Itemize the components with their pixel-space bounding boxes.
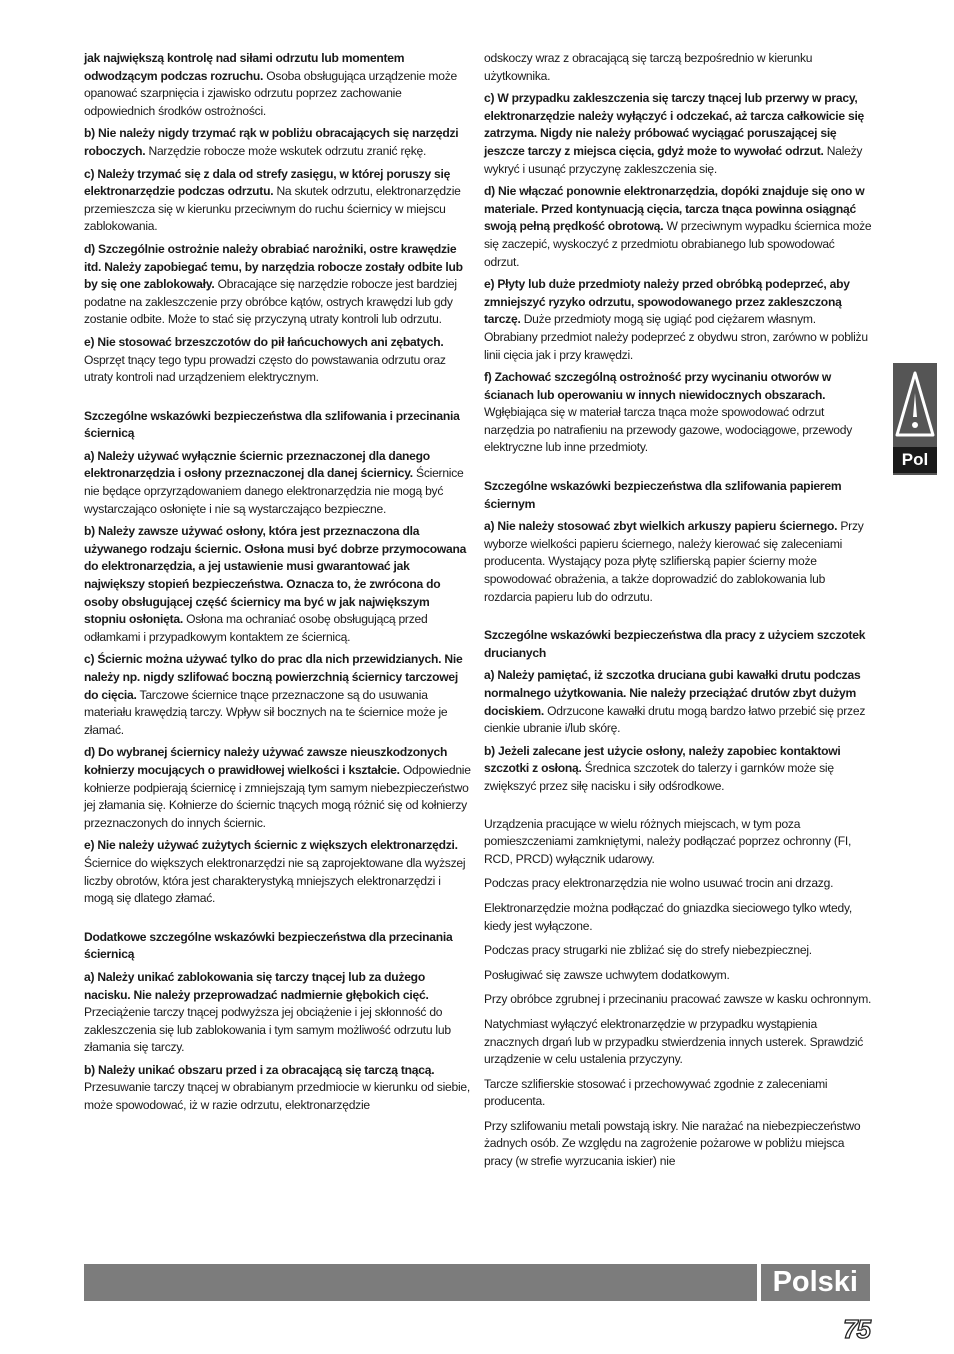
paragraph: d) Do wybranej ściernicy należy używać zawsze nieuszkodzonych kołnierzy mocujących o prawidłowej wielkości i kształcie. Odpowiednie kołnierze podpierają ściernicę i zmniejszają tym samym niebezpieczeństwo jej złamania się. Kołnierze do ściernic tnących mogą różnić się od kołnierzy przeznaczonych do innych ściernic. [84,745,471,830]
paragraph: e) Płyty lub duże przedmioty należy przed obróbką podeprzeć, aby zmniejszyć ryzyko odrzutu, spowodowanego przez zakleszczoną tarczę. Duże przedmioty mogą się ugiąć pod ciężarem własnym. Obrabiany przedmiot należy podeprzeć z obydwu stron, zarówno w pobliżu linii cięcia jak i przy krawędzi. [484,277,868,362]
section-heading: Dodatkowe szczególne wskazówki bezpieczeństwa dla przecinania ściernicą [84,929,453,962]
paragraph-continued: odskoczy wraz z obracającą się tarczą bezpośrednio w kierunku użytkownika. [484,51,813,83]
paragraph: a) Nie należy stosować zbyt wielkich arkuszy papieru ściernego. Przy wyborze wielkości papieru ściernego, należy kierować się zaleceniami producenta. Wystający poza płytę szlifierską papier ścierny może spowodować obrażenia, a także doprowadzić do zablokowania lub rozdarcia papieru lub do odrzutu. [484,519,864,604]
note-paragraph: Urządzenia pracujące w wielu różnych miejscach, w tym poza pomieszczeniami zamkniętymi, należy podłączać poprzez ochronny (FI, RCD, PRCD) wyłącznik udarowy. [484,816,852,866]
language-badge: Pol [893,447,937,473]
note-paragraph: Podczas pracy strugarki nie zbliżać się do strefy niebezpiecznej. [484,943,812,958]
section-heading: Szczególne wskazówki bezpieczeństwa dla szlifowania i przecinania ściernicą [84,408,460,441]
paragraph: a) Należy pamiętać, iż szczotka druciana gubi kawałki drutu podczas normalnego użytkowania. Nie należy przeciążać drutów zbyt dużym dociskiem. Odrzucone kawałki drutu mogą bardzo łatwo przebić się przez cienkie ubranie i/lub skórę. [484,668,866,736]
footer-bar [84,1264,870,1301]
warning-triangle-icon [895,369,935,439]
paragraph: d) Szczególnie ostrożnie należy obrabiać narożniki, ostre krawędzie itd. Należy zapobiegać temu, by narzędzia robocze zostały odbite lub by się one zablokowały. Obracające się narzędzie robocze jest bardziej podatne na zakleszczenie przy obróbce kątów, ostrych krawędzi lub gdy zostanie odbite. Może to stać się przyczyną utraty kontroli lub odrzutu. [84,241,463,327]
language-side-tab [893,363,937,475]
note-paragraph: Tarcze szlifierskie stosować i przechowywać zgodnie z zaleceniami producenta. [484,1076,828,1109]
paragraph: b) Nie należy nigdy trzymać rąk w pobliżu obracających się narzędzi roboczych. Narzędzie robocze może wskutek odrzutu zranić rękę. [84,126,459,158]
paragraph: e) Nie stosować brzeszczotów do pił łańcuchowych ani zębatych. Osprzęt tnący tego typu prowadzi często do powstawania odrzutu oraz utraty kontroli nad urządzeniem elektrycznym. [84,334,446,385]
paragraph: d) Nie włączać ponownie elektronarzędzia, dopóki znajduje się ono w materiale. Przed kontynuacją cięcia, tarcza tnąca powinna osiągnąć swoją pełną prędkość obrotową. W przeciwnym wypadku ściernica może się zaczepić, wyskoczyć z przedmiotu obrabianego lub spowodować odrzut. [484,184,872,269]
right-column [484,50,872,1178]
paragraph: e) Nie należy używać zużytych ściernic z większych elektronarzędzi. Ściernice do większych elektronarzędzi nie są zaprojektowane dla wyższej liczby obrotów, która jest charakterystyką mniejszych elektronarzędzi i mogą się dlatego złamać. [84,838,466,906]
paragraph: b) Należy unikać obszaru przed i za obracającą się tarczą tnącą. Przesuwanie tarczy tnącej w obrabianym przedmiocie w kierunku od siebie, może spowodować, iż w razie odrzutu, elektronarzędzie [84,1062,470,1113]
section-heading: Szczególne wskazówki bezpieczeństwa dla pracy z użyciem szczotek drucianych [484,628,866,660]
footer-language-title: Polski [757,1264,870,1301]
page-number: 75 [843,1314,870,1344]
left-column [84,50,472,1120]
note-paragraph: Elektronarzędzie można podłączać do gniazdka sieciowego tylko wtedy, kiedy jest wyłączone. [484,900,852,933]
paragraph: b) Jeżeli zalecane jest użycie osłony, należy zapobiec kontaktowi szczotki z osłoną. Średnica szczotek do talerzy i garnków może się zwiększyć przez siłę nacisku i siły odśrodkowe. [484,743,841,793]
note-paragraph: Posługiwać się zawsze uchwytem dodatkowym. [484,967,730,982]
paragraph: jak największą kontrolę nad siłami odrzutu lub momentem odwodzącym podczas rozruchu. Osoba obsługująca urządzenie może opanować szarpnięcia i zjawisko odrzutu poprzez zachowanie odpowiednich środków ostrożności. [84,51,457,118]
paragraph: c) Należy trzymać się z dala od strefy zasięgu, w której poruszy się elektronarzędzie podczas odrzutu. Na skutek odrzutu, elektronarzędzie przemieszcza się w kierunku przeciwnym do ruchu ściernicy w miejscu zablokowania. [84,166,461,234]
note-paragraph: Podczas pracy elektronarzędzia nie wolno usuwać trocin ani drzazg. [484,876,834,891]
note-paragraph: Natychmiast wyłączyć elektronarzędzie w przypadku wystąpienia znacznych drgań lub w przypadku stwierdzenia innych usterek. Sprawdzić urządzenie w celu ustalenia przyczyny. [484,1016,864,1067]
paragraph: a) Należy używać wyłącznie ściernic przeznaczonej dla danego elektronarzędzia i osłony przeznaczonej dla danej ściernicy. Ściernice nie będące oprzyrządowaniem danego elektronarzędzia nie mogą być wystarczająco osłonięte i nie są wystarczająco bezpieczne. [84,448,464,516]
section-heading: Szczególne wskazówki bezpieczeństwa dla szlifowania papierem ściernym [484,479,842,511]
note-paragraph: Przy obróbce zgrubnej i przecinaniu pracować zawsze w kasku ochronnym. [484,992,872,1007]
paragraph: a) Należy unikać zablokowania się tarczy tnącej lub za dużego nacisku. Nie należy przeprowadzać nadmiernie głębokich cięć. Przeciążenie tarczy tnącej podwyższa jej obciążenie i jej skłonność do zakleszczenia się lub zablokowania i tym samym możliwość odrzutu lub złamania się tarczy. [84,969,451,1055]
paragraph: f) Zachować szczególną ostrożność przy wycinaniu otworów w ścianach lub operowaniu w innych niewidocznych obszarach. Wgłębiająca się w materiał tarcza tnąca może spowodować odrzut narzędzia po natrafieniu na przewody gazowe, wodociągowe, przewody elektryczne lub inne przedmioty. [484,370,853,455]
paragraph: c) W przypadku zakleszczenia się tarczy tnącej lub przerwy w pracy, elektronarzędzie należy wyłączyć i odczekać, aż tarcza całkowicie się zatrzyma. Nigdy nie należy próbować wyciągać poruszającej się jeszcze tarczy z miejsca cięcia, gdyż może to wywołać odrzut. Należy wykryć i usunąć przyczynę zakleszczenia się. [484,91,865,176]
note-paragraph: Przy szlifowaniu metali powstają iskry. Nie narażać na niebezpieczeństwo żadnych osób. Ze względu na zagrożenie pożarowe w pobliżu miejsca pracy (w strefie wyrzucania iskier) nie [484,1118,861,1169]
paragraph: c) Ściernic można używać tylko do prac dla nich przewidzianych. Nie należy np. nigdy szlifować boczną powierzchnią ściernicy tarczowej do cięcia. Tarczowe ściernice tnące przeznaczone są do usuwania materiału krawędzią tarczy. Wpływ sił bocznych na te ściernice może je złamać. [84,652,463,737]
paragraph: b) Należy zawsze używać osłony, która jest przeznaczona dla używanego rodzaju ściernic. Osłona musi być dobrze przymocowana do elektronarzędzia, a jej ustawienie musi gwarantować jak największy stopień bezpieczeństwa. Oznacza to, że zwrócona do osoby obsługującej część ściernicy ma być w jak największym stopniu osłonięta. Osłona ma ochraniać osobę obsługującą przed odłamkami i przypadkowym kontaktem ze ściernicą. [84,524,467,644]
